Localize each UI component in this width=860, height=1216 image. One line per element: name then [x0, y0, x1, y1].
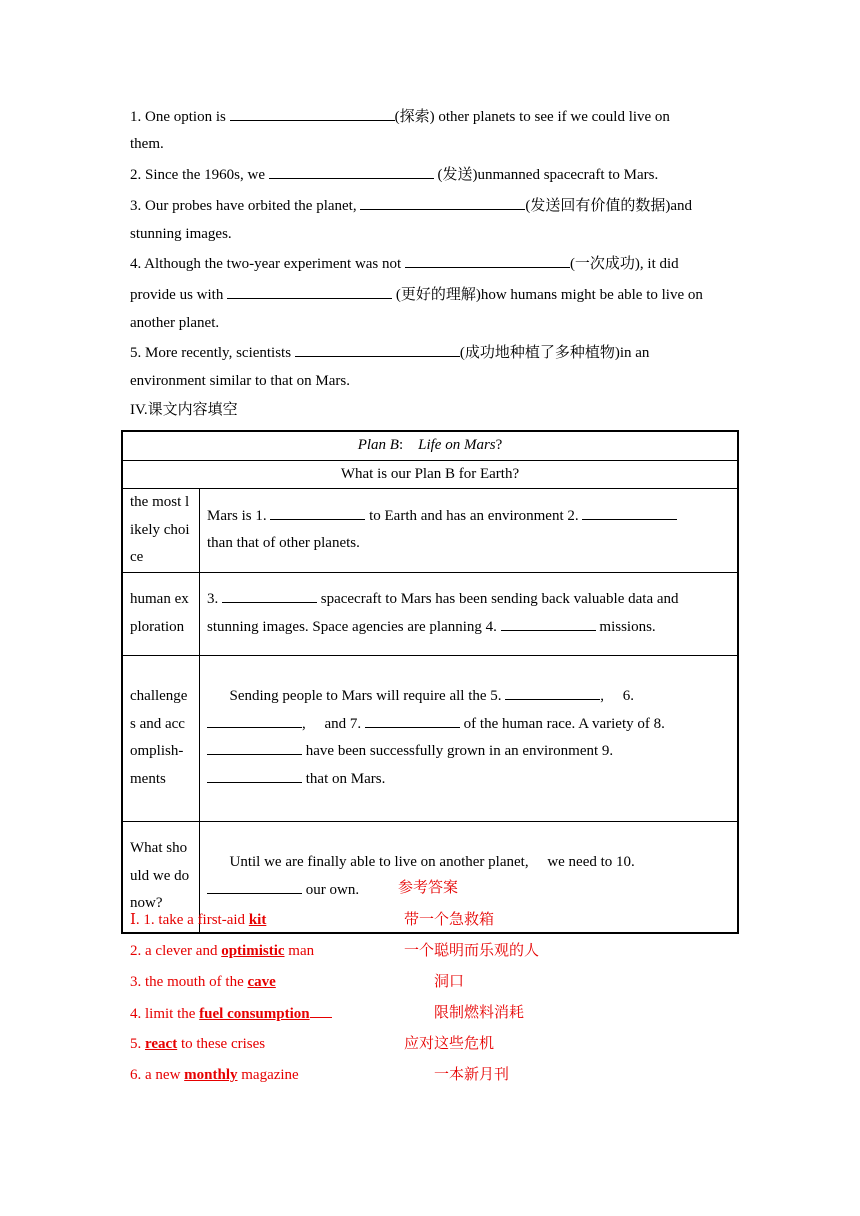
answer-key: optimistic — [221, 943, 285, 959]
sentence-text: 1. One option is — [130, 109, 230, 125]
table-subtitle: What is our Plan B for Earth? — [122, 460, 738, 489]
row-label: What should we do now? — [122, 821, 200, 933]
table-row — [122, 489, 738, 573]
row-content: 3. spacecraft to Mars has been sending back valuable data and stunning images. Space agencies are planning 4. missions. — [200, 572, 739, 655]
row-content: Mars is 1. to Earth and has an environment 2. than that of other planets. — [200, 489, 739, 573]
answer-cn: 带一个急救箱 — [404, 912, 495, 928]
answer-key: monthly — [184, 1067, 238, 1083]
section-heading: IV.课文内容填空 — [130, 402, 238, 418]
answer-blank[interactable] — [365, 712, 460, 728]
table-title-a: Plan B — [357, 437, 399, 453]
answer-item: 6. a new monthly magazine — [130, 1067, 299, 1083]
sentence-4-end: another planet. — [130, 315, 220, 331]
row-content: Sending people to Mars will require all the 5. , 6. , and 7. of the human race. A variety of 8. have been successfully grown in an environment 9. that on Mars. — [200, 655, 739, 821]
answer-blank[interactable] — [582, 504, 677, 520]
answer-cn: 一个聪明而乐观的人 — [404, 943, 540, 959]
table-title-sep: : — [398, 437, 419, 453]
table-title-b: Life on Mars — [418, 437, 496, 453]
sentence-4-cont — [130, 283, 703, 305]
sentence-text: (成功地种植了多种植物)in an — [459, 345, 650, 361]
sentence-text: 2. Since the 1960s, we — [130, 167, 269, 183]
answer-item: Ⅰ. 1. take a first-aid kit — [130, 912, 267, 928]
table-title-q: ? — [495, 437, 503, 453]
sentence-text: 5. More recently, scientists — [130, 345, 295, 361]
plan-b-table — [121, 430, 739, 934]
sentence-text: provide us with — [130, 287, 228, 303]
sentence-2 — [130, 163, 658, 185]
answer-cn: 应对这些危机 — [404, 1036, 495, 1052]
sentence-text: (更好的理解)how humans might be able to live on — [392, 287, 703, 303]
answer-item: 4. limit the fuel consumption — [130, 1003, 332, 1024]
table-title — [122, 431, 738, 460]
answer-cn: 一本新月刊 — [434, 1067, 510, 1083]
sentence-text: 4. Although the two-year experiment was not — [130, 256, 405, 272]
sentence-text: (发送)unmanned spacecraft to Mars. — [433, 167, 659, 183]
answers-title: 参考答案 — [398, 880, 459, 896]
row-label: human exploration — [122, 572, 200, 655]
row-label: challenges and accomplish-ments — [122, 655, 200, 821]
answer-blank[interactable] — [207, 767, 302, 783]
sentence-1 — [130, 105, 670, 127]
answer-key: kit — [248, 912, 267, 928]
sentence-1-cont: them. — [130, 136, 164, 152]
table-row — [122, 655, 738, 821]
table-row — [122, 572, 738, 655]
sentence-text: (发送回有价值的数据)and — [525, 198, 693, 214]
answer-blank[interactable] — [295, 341, 460, 357]
answer-blank[interactable] — [505, 684, 600, 700]
answer-blank[interactable] — [269, 163, 434, 179]
sentence-4 — [130, 252, 679, 274]
sentence-3 — [130, 194, 692, 216]
row-content: Until we are finally able to live on another planet, we need to 10. our own. — [200, 821, 739, 933]
answer-item: 3. the mouth of the cave — [130, 974, 276, 990]
answer-blank[interactable] — [501, 615, 596, 631]
answer-key: react — [145, 1036, 178, 1052]
sentence-text: (一次成功), it did — [569, 256, 679, 272]
row-label: the most likely choice — [122, 489, 200, 573]
answer-blank[interactable] — [227, 283, 392, 299]
answer-blank[interactable] — [270, 504, 365, 520]
answer-blank[interactable] — [207, 739, 302, 755]
answer-blank[interactable] — [207, 712, 302, 728]
sentence-text: (探索) other planets to see if we could live on — [394, 109, 670, 125]
answer-item: 5. react to these crises — [130, 1036, 266, 1052]
answer-key: fuel consumption — [199, 1006, 310, 1022]
sentence-5-cont: environment similar to that on Mars. — [130, 373, 350, 389]
answer-blank[interactable] — [405, 252, 570, 268]
answer-cn: 洞口 — [434, 974, 465, 990]
answer-blank[interactable] — [360, 194, 525, 210]
underline-tail — [310, 1003, 332, 1018]
answer-blank[interactable] — [222, 587, 317, 603]
answer-cn: 限制燃料消耗 — [434, 1005, 525, 1021]
sentence-text: 3. Our probes have orbited the planet, — [130, 198, 361, 214]
sentence-3-cont: stunning images. — [130, 226, 232, 242]
answer-blank[interactable] — [207, 878, 302, 894]
answer-blank[interactable] — [230, 105, 395, 121]
answer-item: 2. a clever and optimistic man — [130, 943, 315, 959]
answer-key: cave — [247, 974, 276, 990]
sentence-5 — [130, 341, 649, 363]
